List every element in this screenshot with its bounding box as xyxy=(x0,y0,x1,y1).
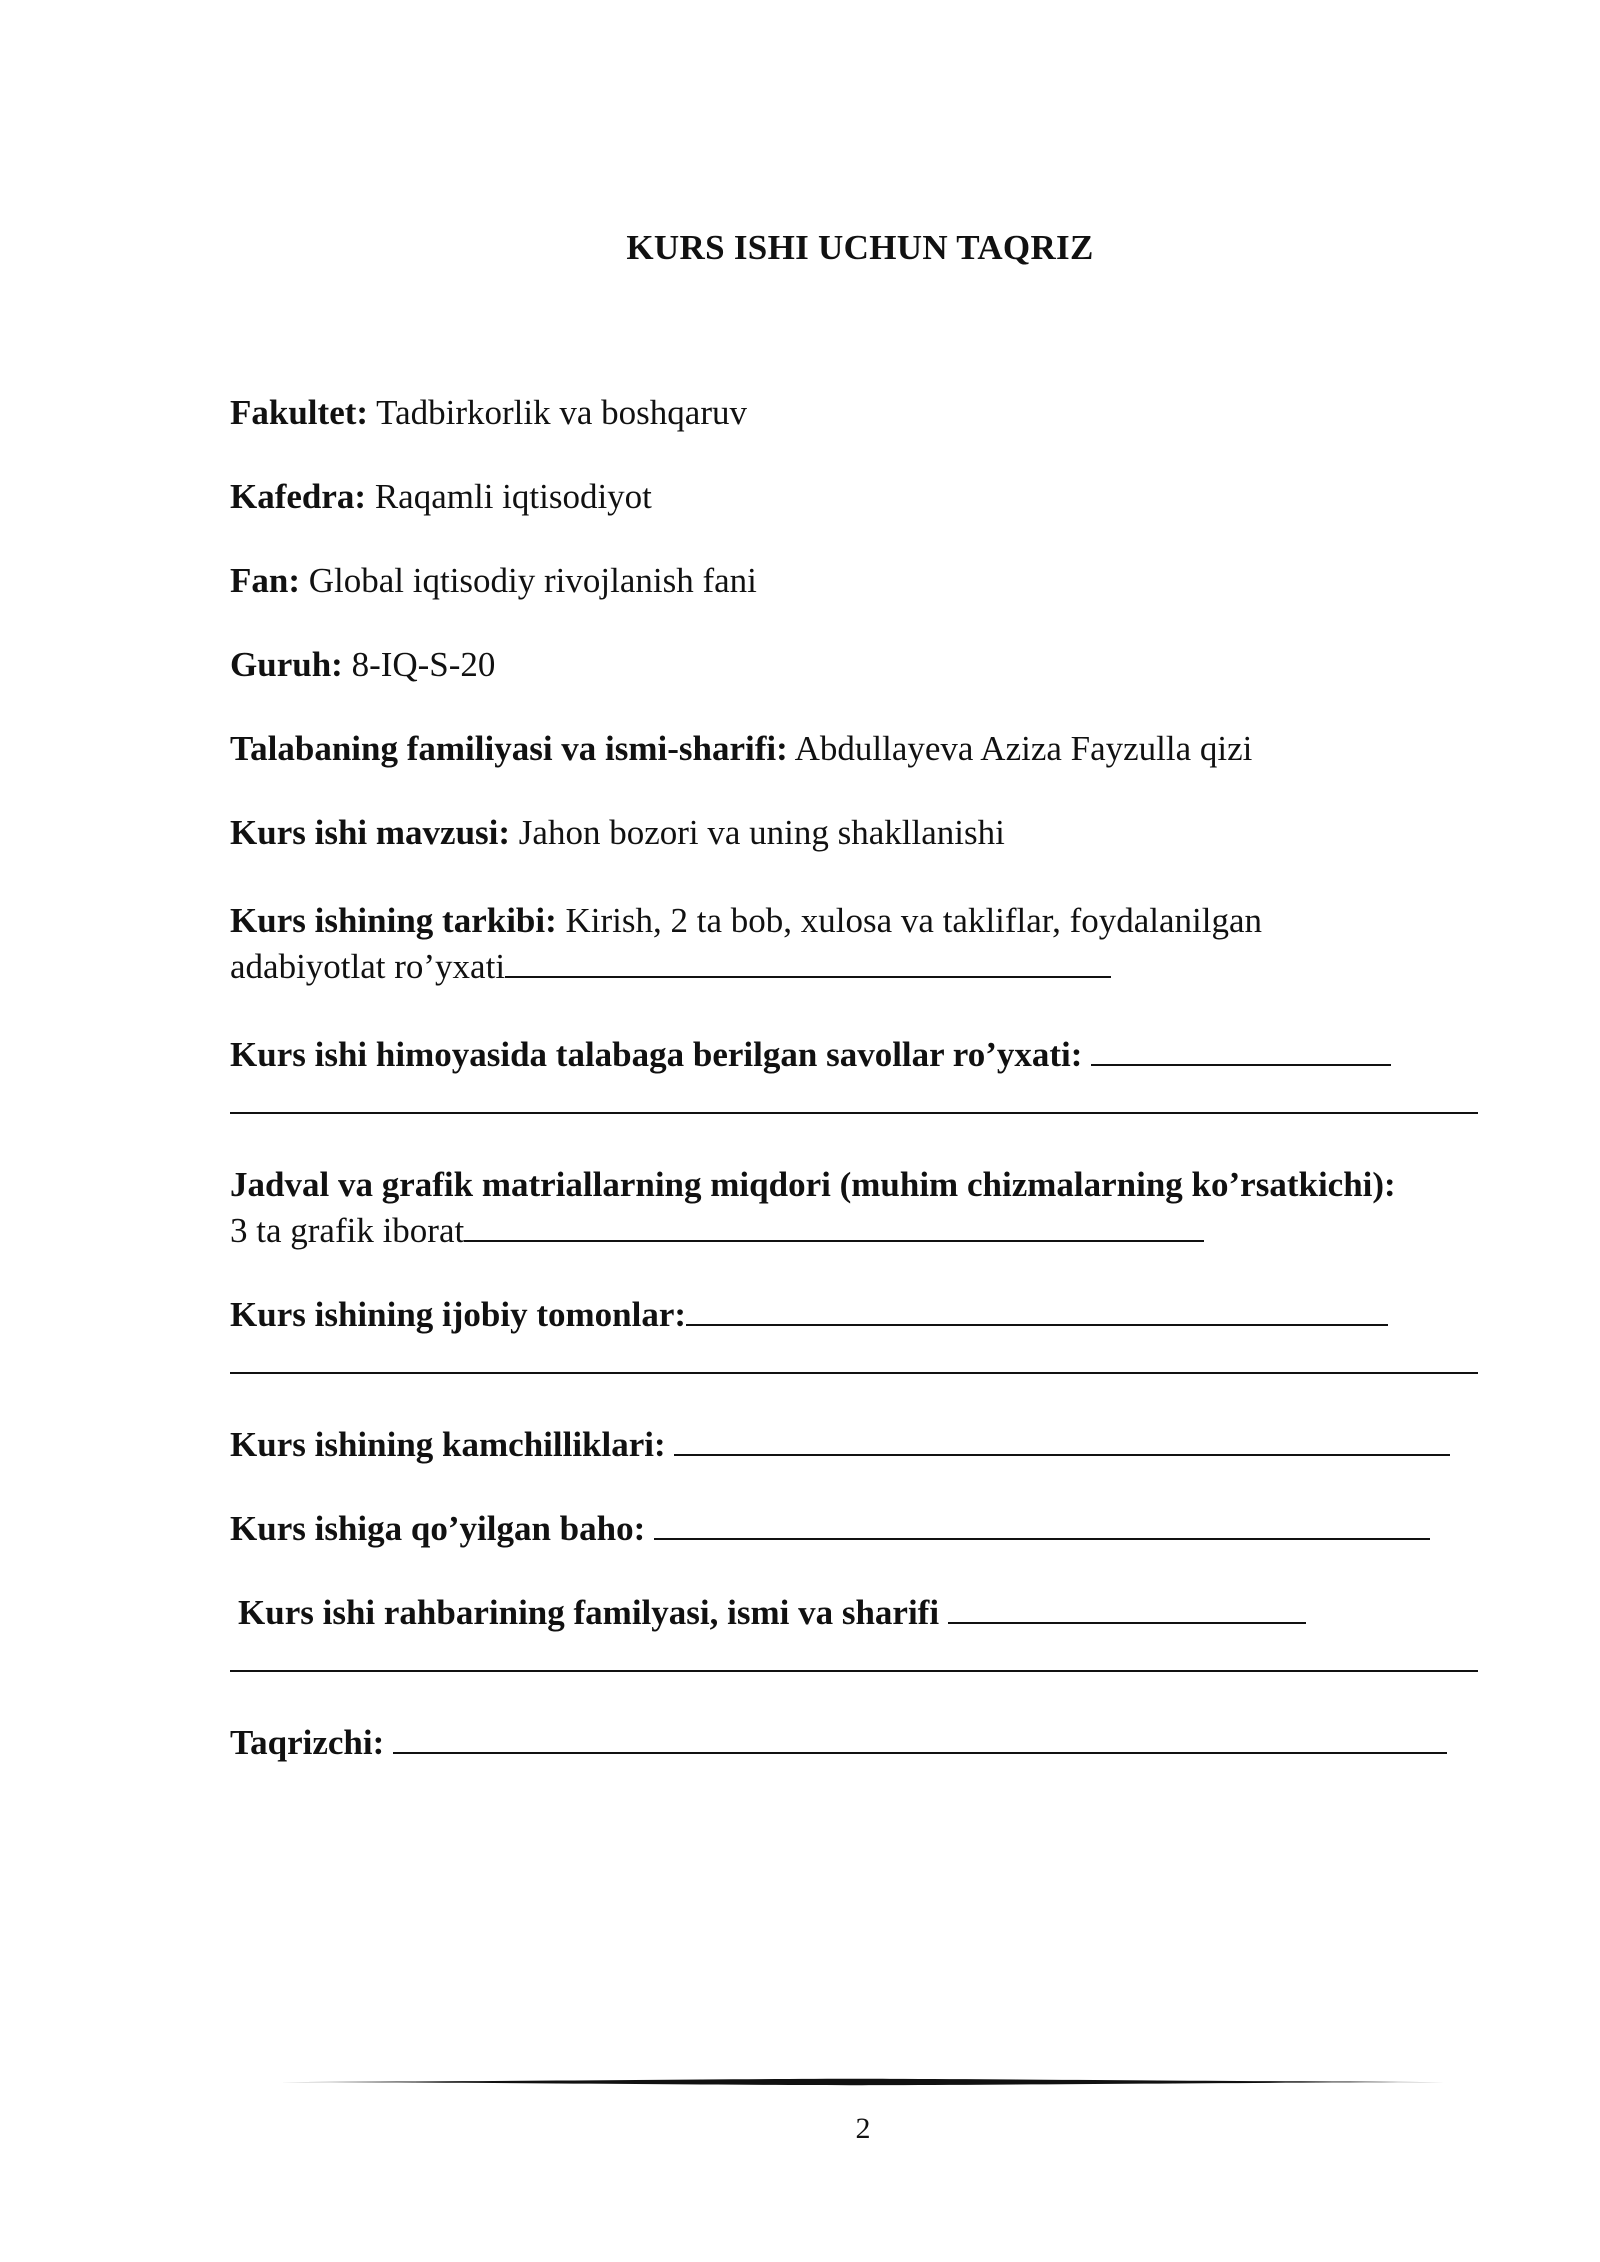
field-label: Kurs ishining kamchilliklari: xyxy=(230,1425,666,1464)
field-jadval-value xyxy=(230,1208,1204,1254)
field-taqrizchi xyxy=(230,1720,1447,1766)
field-label: Fakultet: xyxy=(230,393,369,432)
field-rahbar xyxy=(238,1590,1306,1636)
field-tarkib xyxy=(230,898,1262,944)
field-value: Kirish, 2 ta bob, xulosa va takliflar, foydalanilgan xyxy=(565,901,1262,940)
blank-line[interactable] xyxy=(686,1294,1388,1326)
field-label: Guruh: xyxy=(230,645,343,684)
blank-line[interactable] xyxy=(654,1508,1430,1540)
blank-line[interactable] xyxy=(1091,1034,1391,1066)
blank-line[interactable] xyxy=(230,1112,1478,1114)
field-label: Kurs ishi rahbarining familyasi, ismi va sharifi xyxy=(238,1593,940,1632)
field-fan xyxy=(230,558,757,604)
field-guruh xyxy=(230,642,495,688)
field-label: Kurs ishi mavzusi: xyxy=(230,813,511,852)
field-label: Kafedra: xyxy=(230,477,367,516)
field-label: Taqrizchi: xyxy=(230,1723,385,1762)
field-label: Kurs ishi himoyasida talabaga berilgan savollar ro’yxati: xyxy=(230,1035,1083,1074)
field-value: Jahon bozori va uning shakllanishi xyxy=(518,813,1005,852)
blank-line[interactable] xyxy=(464,1210,1204,1242)
blank-line[interactable] xyxy=(505,946,1111,978)
field-tarkib-cont xyxy=(230,944,1111,990)
field-savollar xyxy=(230,1032,1391,1078)
field-value: 8-IQ-S-20 xyxy=(351,645,496,684)
blank-line[interactable] xyxy=(674,1424,1450,1456)
field-label: Fan: xyxy=(230,561,300,600)
field-label: Jadval va grafik matriallarning miqdori (muhim chizmalarning ko’rsatkichi): xyxy=(230,1165,1396,1204)
field-baho xyxy=(230,1506,1430,1552)
blank-line[interactable] xyxy=(393,1722,1447,1754)
field-value: Tadbirkorlik va boshqaruv xyxy=(376,393,747,432)
field-value: adabiyotlat ro’yxati xyxy=(230,947,506,986)
field-talaba xyxy=(230,726,1252,772)
blank-line[interactable] xyxy=(230,1372,1478,1374)
field-fakultet xyxy=(230,390,747,436)
field-label: Talabaning familiyasi va ismi-sharifi: xyxy=(230,729,788,768)
footer-divider xyxy=(280,2078,1445,2086)
field-mavzu xyxy=(230,810,1005,856)
field-value: 3 ta grafik iborat xyxy=(230,1211,465,1250)
field-value: Abdullayeva Aziza Fayzulla qizi xyxy=(794,729,1253,768)
page-title: KURS ISHI UCHUN TAQRIZ xyxy=(626,228,1094,267)
field-jadval xyxy=(230,1162,1396,1208)
field-value: Global iqtisodiy rivojlanish fani xyxy=(308,561,757,600)
page-number: 2 xyxy=(855,2112,871,2145)
field-label: Kurs ishining ijobiy tomonlar: xyxy=(230,1295,687,1334)
field-label: Kurs ishining tarkibi: xyxy=(230,901,557,940)
blank-line[interactable] xyxy=(948,1592,1306,1624)
blank-line[interactable] xyxy=(230,1670,1478,1672)
field-kamchilik xyxy=(230,1422,1450,1468)
field-label: Kurs ishiga qo’yilgan baho: xyxy=(230,1509,646,1548)
field-value: Raqamli iqtisodiyot xyxy=(374,477,652,516)
field-ijobiy xyxy=(230,1292,1388,1338)
field-kafedra xyxy=(230,474,652,520)
